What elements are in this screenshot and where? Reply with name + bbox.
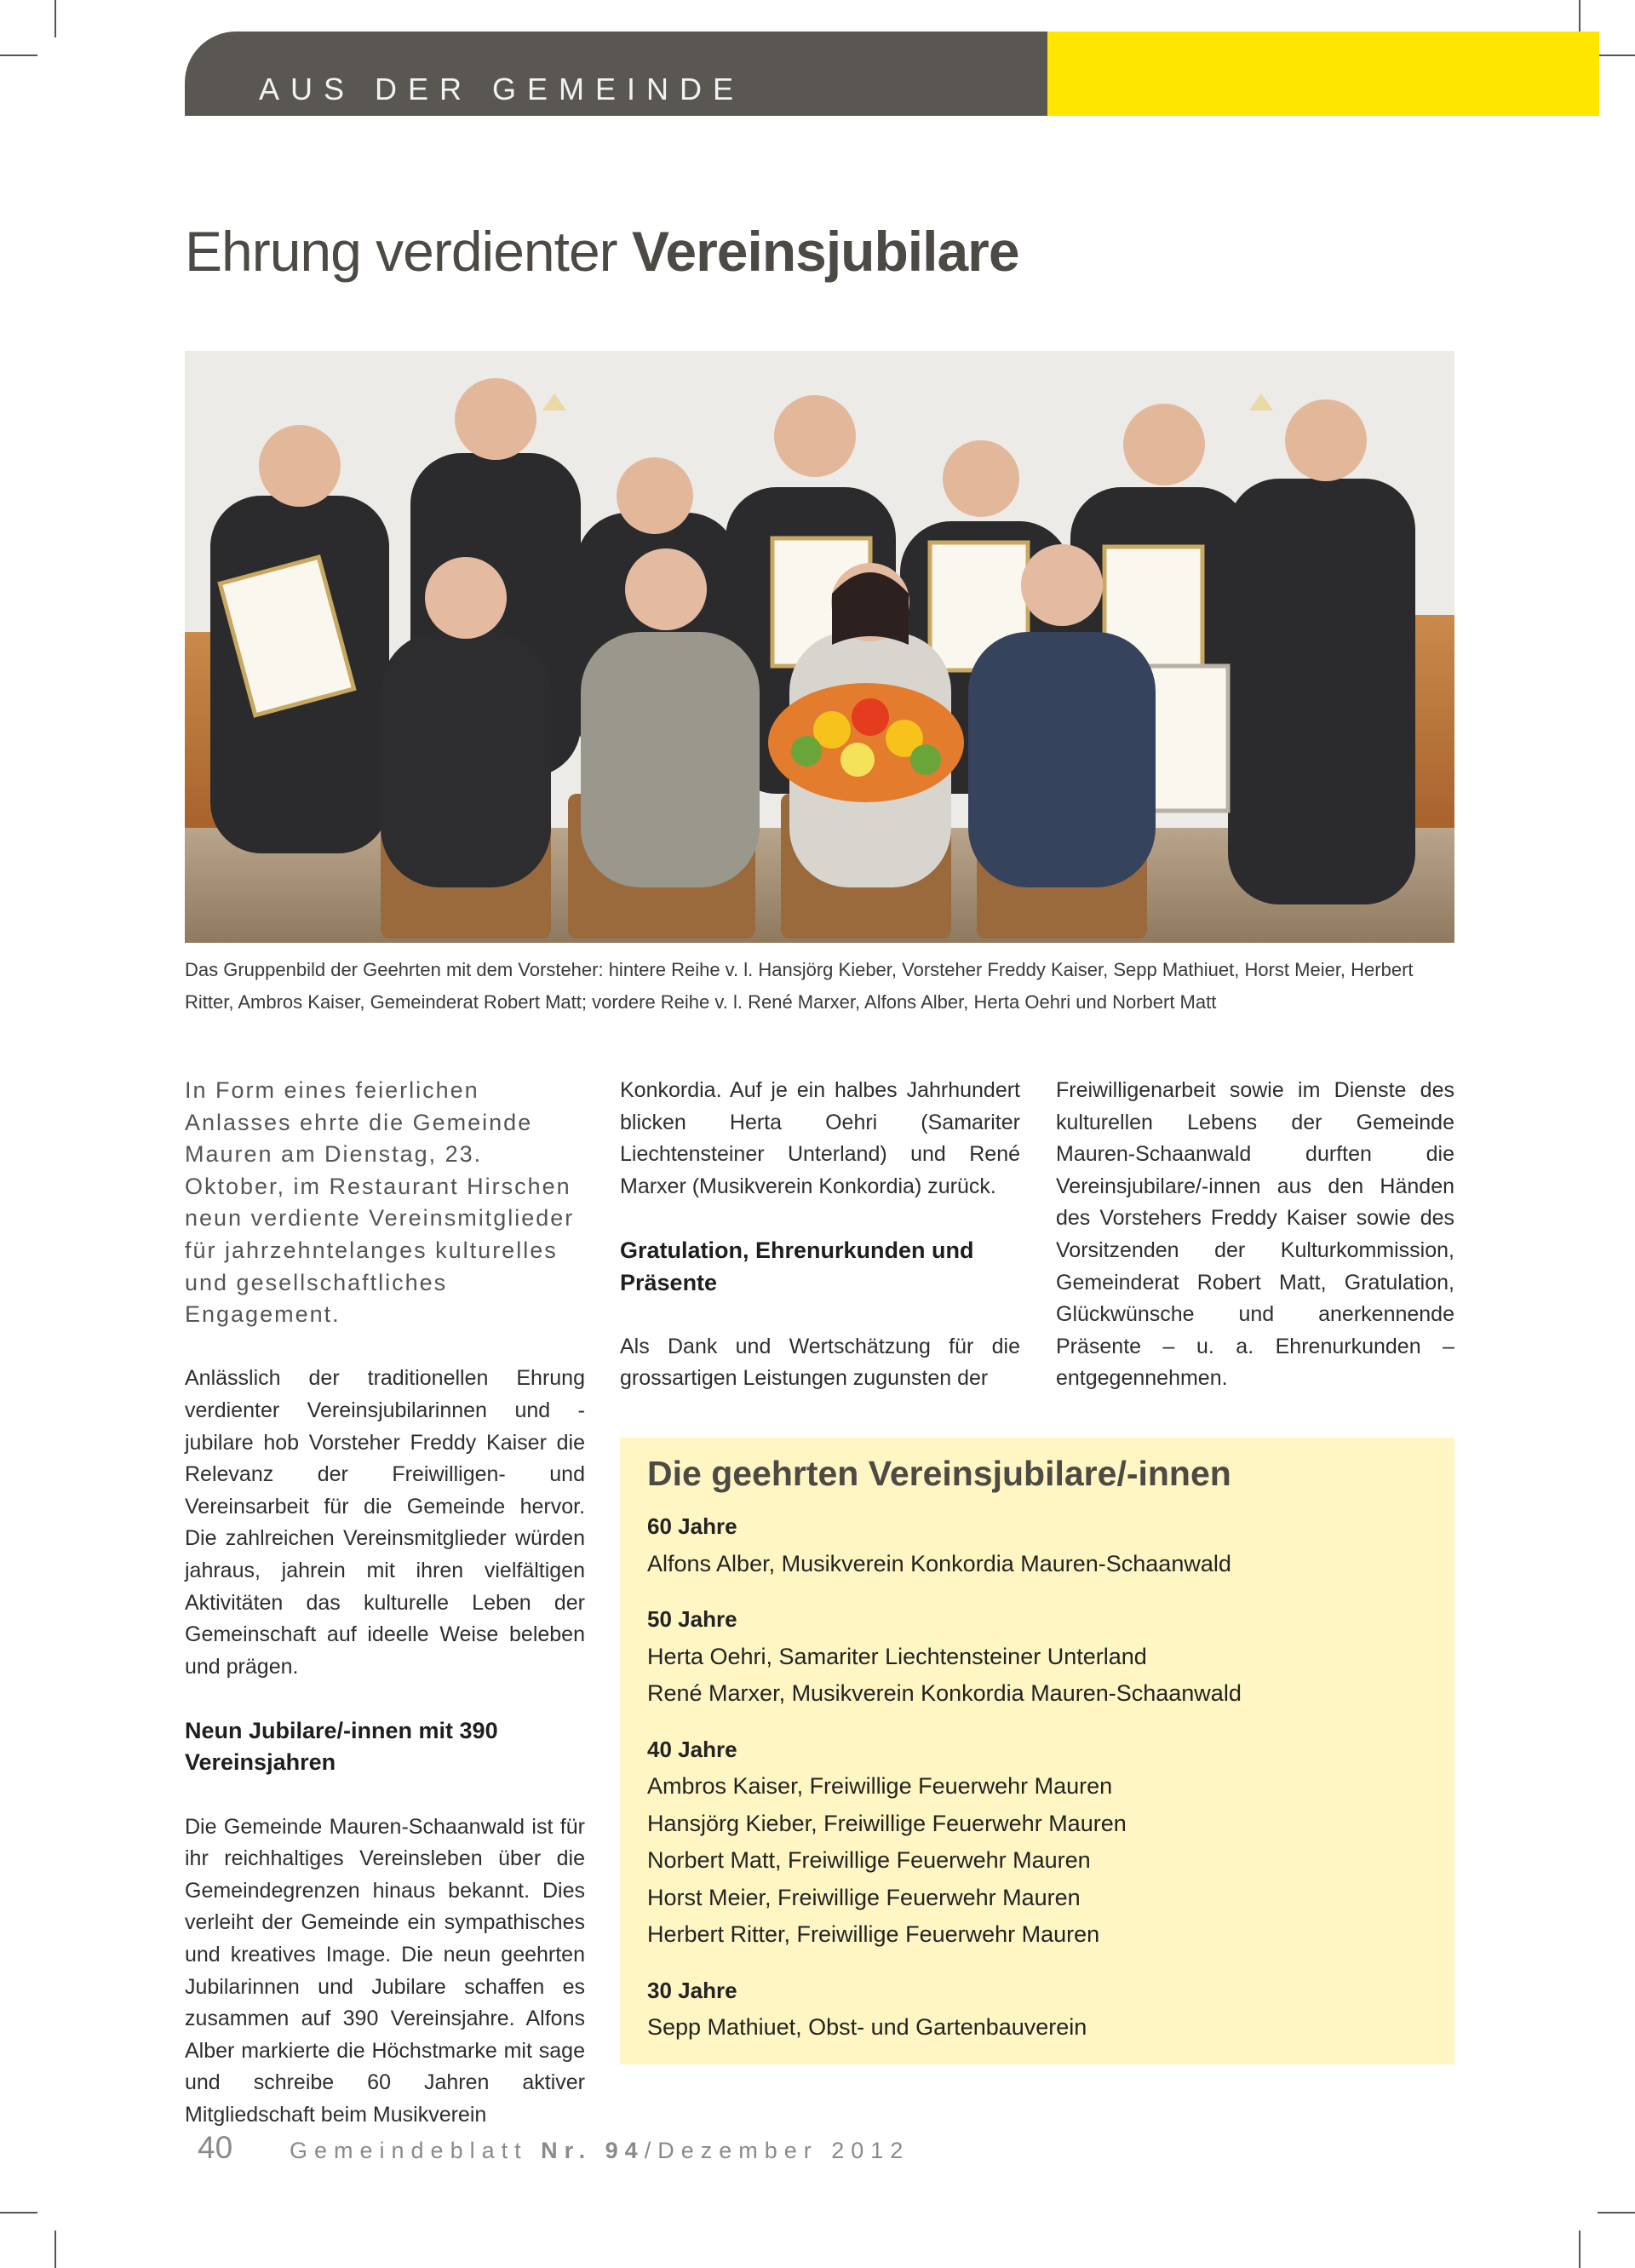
article-title [185,217,1019,285]
magazine-name: Gemeindeblatt [290,2138,528,2163]
group-photo-illustration [185,351,1454,943]
paragraph-gap [185,1331,585,1364]
honoree-name: Norbert Matt, Freiwillige Feuerwehr Mauren [647,1847,1091,1873]
paragraph-gap [620,1203,1020,1235]
paragraph-gap [185,1683,585,1715]
honorees-list [647,1508,1431,2065]
article-column-1 [185,1075,585,2132]
magazine-footer [290,2136,909,2165]
honoree-name: Ambros Kaiser, Freiwillige Feuerwehr Mauren [647,1773,1113,1799]
honoree-name: Herbert Ritter, Freiwillige Feuerwehr Mauren [647,1921,1100,1947]
paragraph-gap [620,1299,1020,1331]
crop-mark [1579,2231,1580,2268]
section-header-accent [1047,32,1599,116]
issue-number: Nr. 94 [541,2138,645,2163]
honoree-name: Sepp Mathiuet, Obst- und Gartenbauverein [647,2014,1087,2040]
article-lead: In Form eines feierlichen Anlasses ehrte die Gemeinde Mauren am Dienstag, 23. Oktober, im Restaurant Hirschen neun verdiente Vereinsmitglieder für jahrzehntelanges kulturelles und gesellschaftliches Engagement. [185,1077,575,1328]
honoree-group-label: 40 Jahre [647,1736,737,1762]
crop-mark [0,2212,37,2213]
crop-mark [54,2231,56,2268]
paragraph-gap [185,1779,585,1812]
honoree-group-label: 60 Jahre [647,1513,737,1539]
crop-mark [1598,2212,1635,2213]
photo-caption: Das Gruppenbild der Geehrten mit dem Vorsteher: hintere Reihe v. l. Hansjörg Kieber, Vorsteher Freddy Kaiser, Sepp Mathiuet, Horst Meier, Herbert Ritter, Ambros Kaiser, Gemeinderat Robert Matt; vordere Reihe v. l. René Marxer, Alfons Alber, Herta Oehri und Norbert Matt [185,959,1414,1013]
honoree-name: René Marxer, Musikverein Konkordia Mauren-Schaanwald [647,1680,1242,1706]
issue-date: /Dezember 2012 [644,2138,910,2163]
honoree-group [647,1731,1431,1954]
honoree-name: Alfons Alber, Musikverein Konkordia Mauren-Schaanwald [647,1550,1231,1576]
section-label: AUS DER GEMEINDE [259,72,745,106]
page-number: 40 [198,2130,233,2165]
honorees-box-title: Die geehrten Vereinsjubilare/-innen [647,1454,1231,1493]
honoree-name: Herta Oehri, Samariter Liechtensteiner Unterland [647,1643,1147,1669]
article-paragraph: Konkordia. Auf je ein halbes Jahrhundert blicken Herta Oehri (Samariter Liechtensteiner Unterland) und René Marxer (Musikverein Konkordia) zurück. [620,1078,1020,1198]
honoree-name: Horst Meier, Freiwillige Feuerwehr Mauren [647,1884,1081,1910]
article-column-2 [620,1075,1020,1395]
crop-mark [1598,55,1635,56]
article-paragraph: Freiwilligenarbeit sowie im Dienste des kulturellen Lebens der Gemeinde Mauren-Schaanwald durften die Vereinsjubilare/-innen aus den Händen des Vorstehers Freddy Kaiser sowie des Vorsitzenden der Kulturkommission, Gemeinderat Robert Matt, Gratulation, Glückwünsche und anerkennende Präsente – u. a. Ehrenurkunden – entgegennehmen. [1056,1078,1454,1391]
honoree-group [647,1972,1431,2047]
title-bold: Vereinsjubilare [632,220,1019,283]
crop-mark [0,55,37,56]
title-light: Ehrung verdienter [185,220,617,283]
group-photo [185,351,1454,943]
article-paragraph: Die Gemeinde Mauren-Schaanwald ist für ihr reichhaltiges Vereinsleben über die Gemeindegrenzen hinaus bekannt. Dies verleiht der Gemeinde ein sympathisches und kreatives Image. Die neun geehrten Jubilarinnen und Jubilare schaffen es zusammen auf 390 Vereinsjahre. Alfons Alber markierte die Höchstmarke mit sage und schreibe 60 Jahren aktiver Mitgliedschaft beim Musikverein [185,1814,585,2127]
honoree-group-label: 30 Jahre [647,1977,737,2003]
honoree-name: Hansjörg Kieber, Freiwillige Feuerwehr Mauren [647,1810,1127,1836]
article-subheading: Neun Jubilare/-innen mit 390 Vereinsjahren [185,1717,498,1776]
honoree-group [647,1601,1431,1713]
honoree-group-label: 50 Jahre [647,1606,737,1632]
article-paragraph: Anlässlich der traditionellen Ehrung verdienter Vereinsjubilarinnen und -jubilare hob Vorsteher Freddy Kaiser die Relevanz der Freiwilligen- und Vereinsarbeit für die Gemeinde hervor. Die zahlreichen Vereinsmitglieder würden jahraus, jahrein mit ihren vielfältigen Aktivitäten das kulturelle Leben der Gemeinschaft auf ideelle Weise beleben und prägen. [185,1366,585,1679]
crop-mark [54,0,56,37]
honoree-group [647,1508,1431,1582]
article-column-3 [1056,1075,1454,1395]
article-paragraph: Als Dank und Wertschätzung für die grossartigen Leistungen zugunsten der [620,1334,1020,1391]
article-subheading: Gratulation, Ehrenurkunden und Präsente [620,1237,974,1295]
